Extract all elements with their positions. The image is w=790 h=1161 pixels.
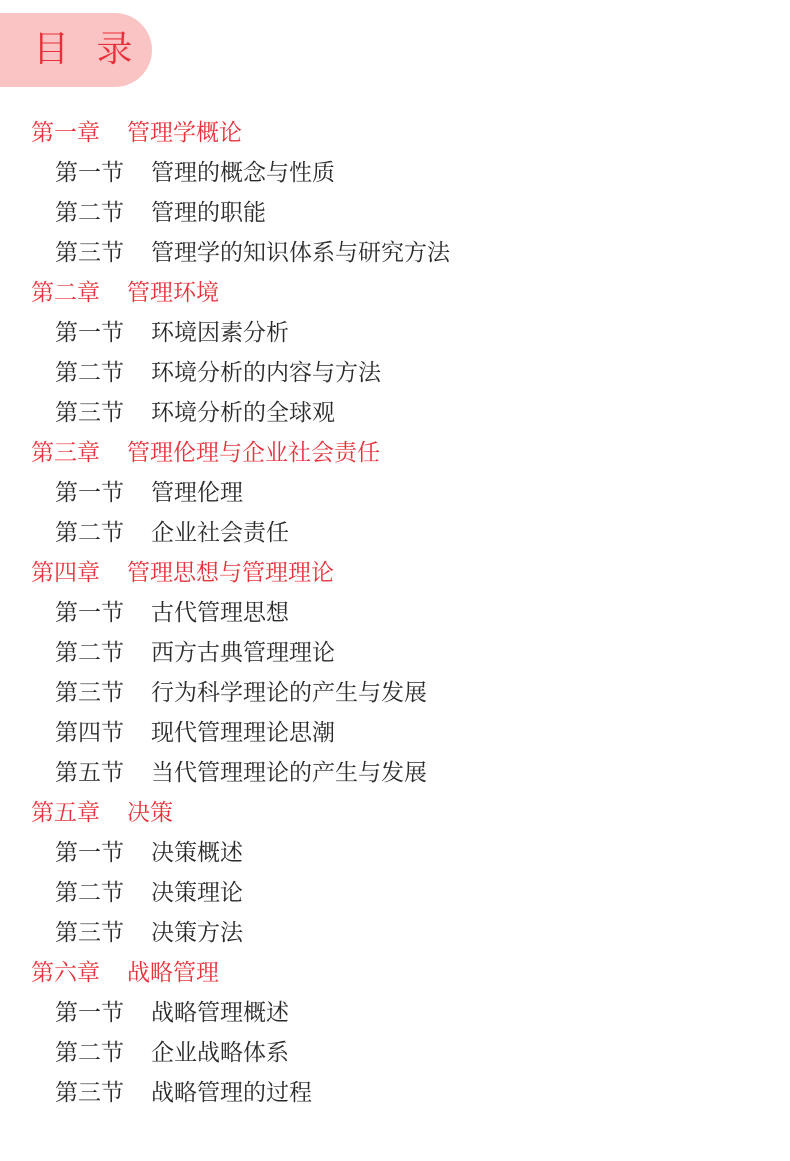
chapter-5[interactable] [0,790,790,830]
chapter-number: 第三章 [31,439,100,466]
chapter-6-section-1[interactable] [0,990,790,1030]
chapter-3-section-2[interactable] [0,510,790,550]
section-number: 第一节 [55,599,124,626]
chapter-4-section-4[interactable] [0,710,790,750]
chapter-2-section-3[interactable] [0,390,790,430]
chapter-1-section-2[interactable] [0,190,790,230]
chapter-2-section-1[interactable] [0,310,790,350]
section-number: 第五节 [55,759,124,786]
chapter-5-section-2[interactable] [0,870,790,910]
section-title: 古代管理思想 [151,599,289,626]
chapter-6-section-3[interactable] [0,1070,790,1110]
chapter-2[interactable] [0,270,790,310]
section-number: 第三节 [55,239,124,266]
section-title: 西方古典管理理论 [151,639,335,666]
toc-header-badge [0,13,152,87]
section-number: 第一节 [55,839,124,866]
section-number: 第二节 [55,1039,124,1066]
section-title: 战略管理的过程 [151,1079,312,1106]
section-number: 第三节 [55,1079,124,1106]
section-number: 第三节 [55,399,124,426]
section-title: 当代管理理论的产生与发展 [151,759,427,786]
section-number: 第二节 [55,519,124,546]
section-title: 现代管理理论思潮 [151,719,335,746]
chapter-1[interactable] [0,110,790,150]
section-title: 管理伦理 [151,479,243,506]
section-title: 战略管理概述 [151,999,289,1026]
section-number: 第二节 [55,199,124,226]
chapter-3-section-1[interactable] [0,470,790,510]
section-number: 第一节 [55,999,124,1026]
chapter-4-section-2[interactable] [0,630,790,670]
chapter-title: 管理环境 [127,279,219,306]
section-title: 企业战略体系 [151,1039,289,1066]
chapter-title: 战略管理 [127,959,219,986]
chapter-title: 管理思想与管理理论 [127,559,334,586]
section-title: 决策方法 [151,919,243,946]
chapter-4-section-5[interactable] [0,750,790,790]
section-number: 第四节 [55,719,124,746]
toc-list [0,110,790,1110]
chapter-title: 决策 [127,799,173,826]
section-title: 环境分析的全球观 [151,399,335,426]
chapter-number: 第六章 [31,959,100,986]
section-title: 管理的职能 [151,199,266,226]
section-title: 决策概述 [151,839,243,866]
section-number: 第三节 [55,919,124,946]
chapter-number: 第一章 [31,119,100,146]
section-title: 管理学的知识体系与研究方法 [151,239,450,266]
chapter-1-section-1[interactable] [0,150,790,190]
chapter-5-section-1[interactable] [0,830,790,870]
chapter-1-section-3[interactable] [0,230,790,270]
chapter-4[interactable] [0,550,790,590]
chapter-6-section-2[interactable] [0,1030,790,1070]
chapter-6[interactable] [0,950,790,990]
section-number: 第二节 [55,639,124,666]
section-number: 第一节 [55,319,124,346]
chapter-3[interactable] [0,430,790,470]
section-title: 环境分析的内容与方法 [151,359,381,386]
section-title: 企业社会责任 [151,519,289,546]
section-title: 环境因素分析 [151,319,289,346]
chapter-5-section-3[interactable] [0,910,790,950]
toc-title: 目 录 [33,29,141,70]
chapter-title: 管理伦理与企业社会责任 [127,439,380,466]
chapter-number: 第五章 [31,799,100,826]
chapter-4-section-1[interactable] [0,590,790,630]
chapter-number: 第四章 [31,559,100,586]
chapter-title: 管理学概论 [127,119,242,146]
section-title: 管理的概念与性质 [151,159,335,186]
chapter-number: 第二章 [31,279,100,306]
section-title: 决策理论 [151,879,243,906]
section-number: 第一节 [55,159,124,186]
section-number: 第二节 [55,359,124,386]
chapter-2-section-2[interactable] [0,350,790,390]
section-number: 第二节 [55,879,124,906]
section-number: 第一节 [55,479,124,506]
section-number: 第三节 [55,679,124,706]
chapter-4-section-3[interactable] [0,670,790,710]
section-title: 行为科学理论的产生与发展 [151,679,427,706]
